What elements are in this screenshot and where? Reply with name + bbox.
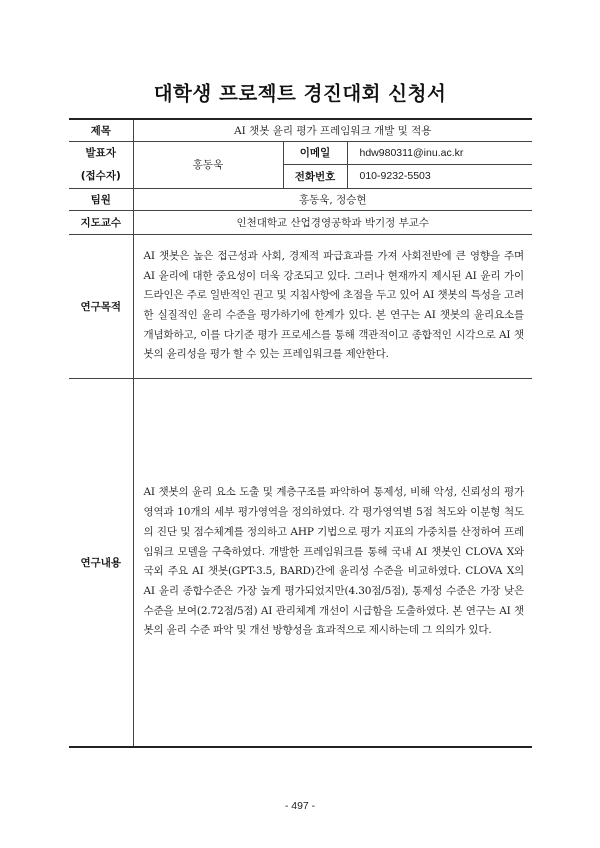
purpose-row bbox=[69, 234, 532, 378]
presenter-label bbox=[69, 141, 133, 188]
application-form-table bbox=[69, 118, 532, 748]
advisor-label: 지도교수 bbox=[69, 210, 133, 234]
presenter-label-line1: 발표자 bbox=[85, 146, 116, 159]
content-row bbox=[69, 378, 532, 747]
email-label: 이메일 bbox=[283, 141, 347, 165]
content-text: AI 챗봇의 윤리 요소 도출 및 계층구조를 파악하여 통제성, 비해 악성, 신뢰성의 평가영역과 10개의 세부 평가영역을 정의하였다. 각 평가영역별 5점 척도와 이분형 척도의 진단 및 점수체계를 정의하고 AHP 기법으로 평가 지표의 가중치를 산정하여 프레임워크 모델을 구축하였다. 개발한 프레임워크를 통해 국내 AI 챗봇인 CLOVA X와 국외 주요 AI 챗봇(GPT-3.5, BARD)간에 윤리성 수준을 비교하였다. CLOVA X의 AI 윤리 종합수준은 가장 높게 평가되었지만(4.30점/5점), 통제성 수준은 가장 낮은 수준을 보여(2.72점/5점) AI 관리체계 개선이 시급함을 도출하였다. 본 연구는 AI 챗봇의 윤리 수준 파악 및 개선 방향성을 효과적으로 제시하는데 그 의의가 있다. bbox=[133, 378, 532, 747]
team-label: 팀원 bbox=[69, 188, 133, 210]
email-value: hdw980311@inu.ac.kr bbox=[347, 141, 532, 165]
team-row bbox=[69, 188, 532, 210]
presenter-row bbox=[69, 141, 532, 165]
page-number: - 497 - bbox=[284, 800, 316, 812]
title-value: AI 챗봇 윤리 평가 프레임워크 개발 및 적용 bbox=[133, 119, 532, 141]
presenter-value: 홍동욱 bbox=[133, 141, 283, 188]
advisor-row bbox=[69, 210, 532, 234]
purpose-label: 연구목적 bbox=[69, 234, 133, 378]
phone-value: 010-9232-5503 bbox=[347, 165, 532, 189]
phone-label: 전화번호 bbox=[283, 165, 347, 189]
title-row bbox=[69, 119, 532, 141]
presenter-label-line2: (접수자) bbox=[80, 169, 121, 182]
title-label: 제목 bbox=[69, 119, 133, 141]
content-label: 연구내용 bbox=[69, 378, 133, 747]
page-title: 대학생 프로젝트 경진대회 신청서 bbox=[153, 82, 447, 105]
purpose-text: AI 챗봇은 높은 접근성과 사회, 경제적 파급효과를 가져 사회전반에 큰 영향을 주며 AI 윤리에 대한 중요성이 더욱 강조되고 있다. 그러나 현재까지 제시된 AI 윤리 가이드라인은 주로 일반적인 권고 및 지침사항에 초점을 두고 있어 AI 챗봇의 특성을 고려한 실질적인 윤리 수준을 평가하기에 한계가 있다. 본 연구는 AI 챗봇의 윤리요소를 개념화하고, 이를 다기준 평가 프로세스를 통해 객관적이고 종합적인 시각으로 AI 챗봇의 윤리성을 평가 할 수 있는 프레임워크를 제안한다. bbox=[133, 234, 532, 378]
advisor-value: 인천대학교 산업경영공학과 박기정 부교수 bbox=[133, 210, 532, 234]
team-value: 홍동욱, 정승현 bbox=[133, 188, 532, 210]
